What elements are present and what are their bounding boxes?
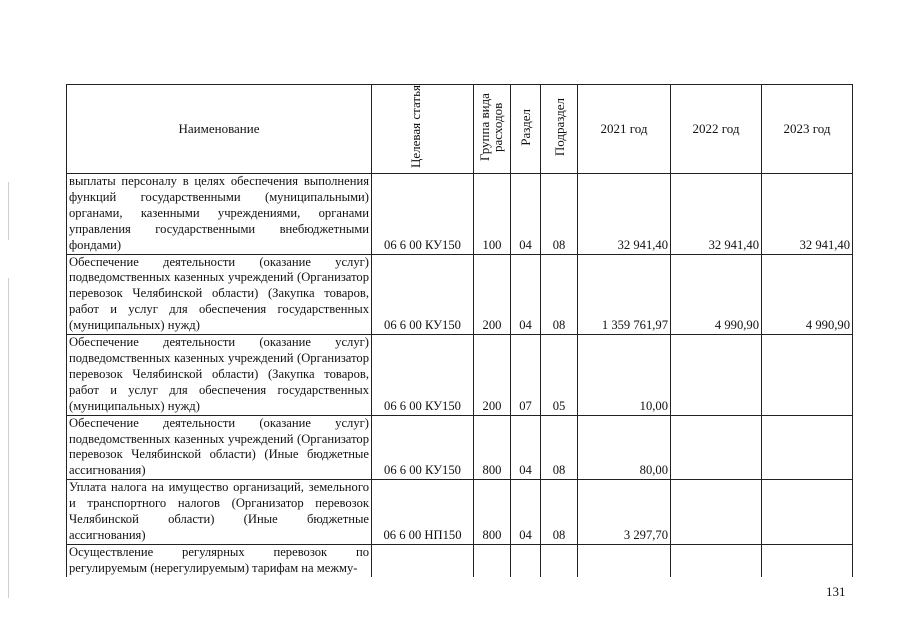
row-subsection: 08 bbox=[541, 254, 578, 335]
header-name: Наименование bbox=[67, 85, 372, 174]
row-section: 04 bbox=[511, 254, 541, 335]
row-2022 bbox=[671, 544, 762, 576]
row-target-article: 06 6 00 КУ150 bbox=[372, 415, 474, 480]
budget-table bbox=[66, 84, 853, 577]
row-2023 bbox=[762, 544, 853, 576]
row-expense-group: 800 bbox=[474, 480, 511, 545]
row-name: Обеспечение деятельности (оказание услуг) подведомственных казенных учреждений (Организатор перевозок Челябинской области) (Закупка товаров, работ и услуг для обеспечения государственных (муниципальных) нужд) bbox=[67, 254, 372, 335]
budget-table-container bbox=[66, 84, 852, 577]
header-row bbox=[67, 85, 853, 174]
row-2021: 1 359 761,97 bbox=[578, 254, 671, 335]
row-expense-group: 200 bbox=[474, 335, 511, 416]
row-2022 bbox=[671, 415, 762, 480]
row-target-article: 06 6 00 КУ150 bbox=[372, 254, 474, 335]
row-2021: 10,00 bbox=[578, 335, 671, 416]
row-2022: 4 990,90 bbox=[671, 254, 762, 335]
row-2021: 3 297,70 bbox=[578, 480, 671, 545]
row-name: Обеспечение деятельности (оказание услуг) подведомственных казенных учреждений (Организатор перевозок Челябинской области) (Иные бюджетные ассигнования) bbox=[67, 415, 372, 480]
table-row bbox=[67, 174, 853, 255]
row-section: 07 bbox=[511, 335, 541, 416]
row-section: 04 bbox=[511, 415, 541, 480]
header-2022: 2022 год bbox=[671, 85, 762, 174]
row-2022: 32 941,40 bbox=[671, 174, 762, 255]
row-subsection: 08 bbox=[541, 480, 578, 545]
row-expense-group: 200 bbox=[474, 254, 511, 335]
table-row bbox=[67, 415, 853, 480]
row-name: Обеспечение деятельности (оказание услуг) подведомственных казенных учреждений (Организатор перевозок Челябинской области) (Закупка товаров, работ и услуг для обеспечения государственных (муниципальных) нужд) bbox=[67, 335, 372, 416]
row-section: 04 bbox=[511, 480, 541, 545]
row-target-article: 06 6 00 КУ150 bbox=[372, 174, 474, 255]
header-2021: 2021 год bbox=[578, 85, 671, 174]
row-2023 bbox=[762, 335, 853, 416]
row-section bbox=[511, 544, 541, 576]
row-2023 bbox=[762, 480, 853, 545]
table-row bbox=[67, 544, 853, 576]
table-row bbox=[67, 335, 853, 416]
table-row bbox=[67, 254, 853, 335]
header-2023: 2023 год bbox=[762, 85, 853, 174]
row-expense-group: 100 bbox=[474, 174, 511, 255]
row-subsection: 08 bbox=[541, 415, 578, 480]
row-subsection: 08 bbox=[541, 174, 578, 255]
row-expense-group: 800 bbox=[474, 415, 511, 480]
header-expense-group: Группа вида расходов bbox=[474, 85, 511, 174]
header-subsection: Подраздел bbox=[541, 85, 578, 174]
row-2023: 32 941,40 bbox=[762, 174, 853, 255]
row-name: выплаты персоналу в целях обеспечения выполнения функций государственными (муниципальными) органами, казенными учреждениями, органами управления государственными внебюджетными фондами) bbox=[67, 174, 372, 255]
scan-margin-mark-bottom bbox=[8, 278, 9, 598]
row-2021 bbox=[578, 544, 671, 576]
table-row bbox=[67, 480, 853, 545]
row-2022 bbox=[671, 480, 762, 545]
row-name: Уплата налога на имущество организаций, земельного и транспортного налогов (Организатор перевозок Челябинской области) (Иные бюджетные ассигнования) bbox=[67, 480, 372, 545]
row-2021: 80,00 bbox=[578, 415, 671, 480]
row-2022 bbox=[671, 335, 762, 416]
header-section: Раздел bbox=[511, 85, 541, 174]
row-name: Осуществление регулярных перевозок по регулируемым (нерегулируемым) тарифам на межму- bbox=[67, 544, 372, 576]
row-2023: 4 990,90 bbox=[762, 254, 853, 335]
row-expense-group bbox=[474, 544, 511, 576]
row-target-article: 06 6 00 НП150 bbox=[372, 480, 474, 545]
row-section: 04 bbox=[511, 174, 541, 255]
row-target-article: 06 6 00 КУ150 bbox=[372, 335, 474, 416]
row-2023 bbox=[762, 415, 853, 480]
page-number: 131 bbox=[826, 584, 846, 599]
row-subsection bbox=[541, 544, 578, 576]
row-target-article bbox=[372, 544, 474, 576]
row-subsection: 05 bbox=[541, 335, 578, 416]
scan-margin-mark-top bbox=[8, 182, 9, 240]
header-target-article: Целевая статья bbox=[372, 85, 474, 174]
row-2021: 32 941,40 bbox=[578, 174, 671, 255]
